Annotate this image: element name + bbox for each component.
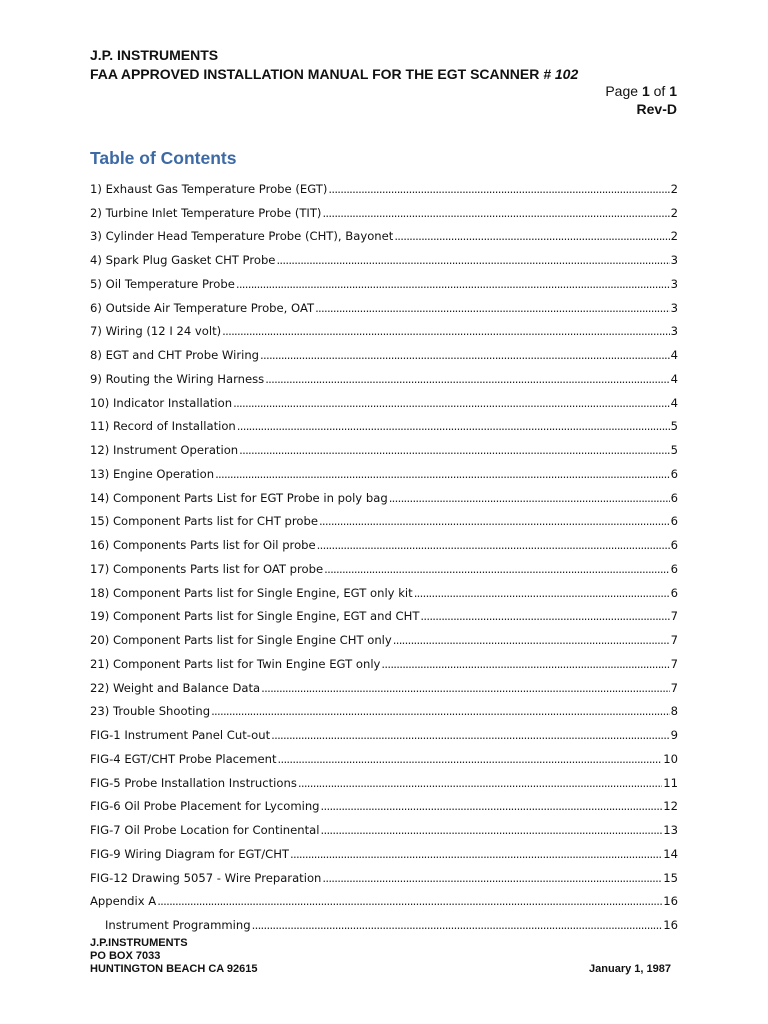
toc-entry[interactable] [90, 600, 678, 624]
toc-entry[interactable] [90, 837, 678, 861]
toc-entry-leader [290, 847, 662, 861]
toc-entry-page: 6 [670, 561, 678, 576]
revision-label: Rev-D [636, 101, 677, 117]
toc-entry-label: 9) Routing the Wiring Harness [90, 371, 265, 386]
toc-entry-label: 12) Instrument Operation [90, 443, 239, 457]
toc-entry-label: 8) EGT and CHT Probe Wiring [90, 348, 260, 362]
toc-entry-leader [324, 562, 669, 576]
toc-list [90, 172, 678, 932]
toc-entry-page: 15 [663, 870, 678, 885]
toc-entry-label: Appendix A [90, 894, 157, 909]
toc-entry-label: 23) Trouble Shooting [90, 704, 211, 719]
toc-entry-leader [215, 467, 670, 481]
toc-entry-label: 11) Record of Installation [90, 419, 236, 434]
toc-entry-leader [381, 657, 669, 671]
toc-entry-label: FIG-9 Wiring Diagram for EGT/CHT [90, 846, 289, 861]
toc-entry[interactable] [90, 291, 678, 315]
toc-entry-leader [233, 396, 670, 410]
toc-entry-leader [322, 871, 662, 885]
toc-entry-label: 18) Component Parts list for Single Engine, EGT only kit [90, 585, 413, 600]
toc-entry-page: 6 [670, 538, 678, 552]
toc-entry-label: 1) Exhaust Gas Temperature Probe (EGT) [90, 181, 328, 196]
toc-entry-leader [420, 609, 669, 623]
toc-entry-leader [157, 894, 662, 908]
toc-entry-label: 21) Component Parts list for Twin Engine EGT only [90, 656, 381, 671]
toc-entry-page: 7 [670, 656, 678, 671]
toc-entry-label: 10) Indicator Installation [90, 395, 233, 410]
toc-entry-page: 6 [670, 490, 678, 505]
toc-entry[interactable] [90, 861, 678, 885]
header-title-text: FAA APPROVED INSTALLATION MANUAL FOR THE EGT SCANNER [90, 66, 544, 82]
footer-company: J.P.INSTRUMENTS [90, 937, 188, 949]
toc-title: Table of Contents [90, 148, 237, 168]
toc-entry-leader [328, 182, 669, 196]
header-title [90, 66, 578, 82]
toc-entry-label: Instrument Programming [105, 918, 251, 932]
toc-entry-page: 6 [670, 466, 678, 481]
toc-entry-page: 10 [663, 751, 678, 766]
page-of: of [649, 83, 670, 99]
toc-entry[interactable] [90, 576, 678, 600]
toc-entry-leader [271, 728, 669, 742]
toc-entry-leader [298, 776, 662, 790]
toc-entry-label: 16) Components Parts list for Oil probe [90, 538, 316, 552]
toc-entry[interactable] [90, 552, 678, 576]
toc-entry[interactable] [90, 338, 678, 362]
toc-entry-leader [260, 348, 670, 362]
toc-entry-page: 16 [663, 918, 678, 932]
toc-entry[interactable] [90, 243, 678, 267]
toc-entry-leader [322, 206, 669, 220]
toc-entry[interactable] [90, 742, 678, 766]
toc-entry-label: 22) Weight and Balance Data [90, 680, 261, 695]
toc-entry-leader [265, 372, 669, 386]
footer-date: January 1, 1987 [589, 963, 671, 975]
toc-entry-page: 2 [670, 229, 678, 244]
toc-entry[interactable] [90, 813, 678, 837]
toc-entry-leader [237, 419, 670, 433]
toc-entry-label: FIG-4 EGT/CHT Probe Placement [90, 751, 277, 766]
toc-entry[interactable] [90, 172, 678, 196]
toc-entry-leader [236, 277, 670, 291]
toc-entry-page: 5 [670, 419, 678, 434]
toc-entry-leader [393, 633, 670, 647]
toc-entry-page: 12 [663, 799, 678, 814]
toc-entry-label: 6) Outside Air Temperature Probe, OAT [90, 300, 315, 315]
toc-entry[interactable] [90, 220, 678, 244]
toc-entry-leader [394, 229, 669, 243]
toc-entry-leader [239, 443, 669, 457]
toc-entry-page: 4 [670, 395, 678, 410]
toc-entry-page: 11 [663, 775, 678, 790]
toc-entry[interactable] [90, 196, 678, 220]
toc-entry[interactable] [90, 766, 678, 790]
toc-entry[interactable] [90, 718, 678, 742]
toc-entry[interactable] [90, 695, 678, 719]
toc-entry-page: 2 [670, 205, 678, 220]
toc-entry-page: 5 [670, 443, 678, 457]
toc-entry[interactable] [90, 528, 678, 552]
toc-entry[interactable] [90, 433, 678, 457]
toc-entry-page: 4 [670, 348, 678, 362]
toc-entry[interactable] [90, 505, 678, 529]
toc-entry-label: 13) Engine Operation [90, 466, 215, 481]
toc-entry-leader [252, 918, 663, 932]
toc-entry[interactable] [90, 481, 678, 505]
toc-entry-page: 4 [670, 371, 678, 386]
page-current: 1 [641, 83, 650, 99]
toc-entry-label: FIG-5 Probe Installation Instructions [90, 775, 297, 790]
header-title-number: # 102 [543, 66, 579, 82]
toc-entry-label: FIG-6 Oil Probe Placement for Lycoming [90, 799, 320, 814]
footer-city: HUNTINGTON BEACH CA 92615 [90, 963, 258, 975]
toc-entry[interactable] [90, 885, 678, 909]
toc-entry-leader [211, 704, 670, 718]
toc-entry-page: 6 [670, 514, 678, 529]
toc-entry-leader [317, 538, 670, 552]
toc-entry-label: 14) Component Parts List for EGT Probe in poly bag [90, 490, 388, 505]
toc-entry[interactable] [90, 671, 678, 695]
toc-entry-page: 8 [670, 704, 678, 719]
toc-entry-leader [319, 514, 670, 528]
toc-entry[interactable] [90, 386, 678, 410]
toc-entry[interactable] [90, 315, 678, 339]
toc-entry-label: 20) Component Parts list for Single Engine CHT only [90, 633, 392, 647]
toc-entry-leader [315, 301, 670, 315]
toc-entry[interactable] [90, 623, 678, 647]
toc-entry-page: 2 [670, 181, 678, 196]
toc-entry-label: 19) Component Parts list for Single Engine, EGT and CHT [90, 609, 420, 624]
toc-entry-label: 17) Components Parts list for OAT probe [90, 561, 324, 576]
toc-entry-leader [389, 491, 670, 505]
header-company: J.P. INSTRUMENTS [90, 47, 219, 63]
toc-entry[interactable] [90, 410, 678, 434]
toc-entry-leader [278, 752, 663, 766]
toc-entry-page: 9 [670, 728, 678, 742]
toc-entry[interactable] [90, 908, 678, 932]
toc-entry-leader [321, 799, 663, 813]
toc-entry-page: 3 [670, 300, 678, 315]
toc-entry-page: 7 [670, 680, 678, 695]
toc-entry-label: 3) Cylinder Head Temperature Probe (CHT), Bayonet [90, 229, 394, 244]
toc-entry[interactable] [90, 457, 678, 481]
toc-entry-label: FIG-7 Oil Probe Location for Continental [90, 823, 320, 837]
toc-entry-page: 6 [670, 585, 678, 600]
page-label: Page [605, 83, 642, 99]
toc-entry-page: 3 [670, 276, 678, 291]
toc-entry-page: 7 [670, 633, 678, 647]
toc-entry-leader [222, 324, 669, 338]
toc-entry-label: FIG-12 Drawing 5057 - Wire Preparation [90, 870, 322, 885]
toc-entry-leader [414, 586, 670, 600]
toc-entry-page: 7 [670, 609, 678, 624]
toc-entry-label: 2) Turbine Inlet Temperature Probe (TIT) [90, 205, 322, 220]
page-total: 1 [669, 83, 677, 99]
toc-entry[interactable] [90, 362, 678, 386]
toc-entry-leader [276, 253, 669, 267]
toc-entry-page: 3 [670, 324, 678, 339]
toc-entry-label: 15) Component Parts list for CHT probe [90, 514, 318, 529]
toc-entry-label: 5) Oil Temperature Probe [90, 276, 235, 291]
toc-entry-label: 7) Wiring (12 I 24 volt) [90, 324, 222, 339]
toc-entry-leader [321, 823, 663, 837]
toc-entry-label: FIG-1 Instrument Panel Cut-out [90, 728, 271, 742]
toc-entry[interactable] [90, 790, 678, 814]
toc-entry-leader [261, 681, 669, 695]
toc-entry[interactable] [90, 647, 678, 671]
page-indicator [605, 83, 677, 99]
toc-entry-page: 13 [663, 823, 678, 837]
toc-entry-label: 4) Spark Plug Gasket CHT Probe [90, 253, 276, 267]
toc-entry-page: 3 [670, 253, 678, 267]
footer-po-box: PO BOX 7033 [90, 950, 161, 962]
toc-entry[interactable] [90, 267, 678, 291]
toc-entry-page: 16 [663, 894, 678, 909]
toc-entry-page: 14 [663, 846, 678, 861]
